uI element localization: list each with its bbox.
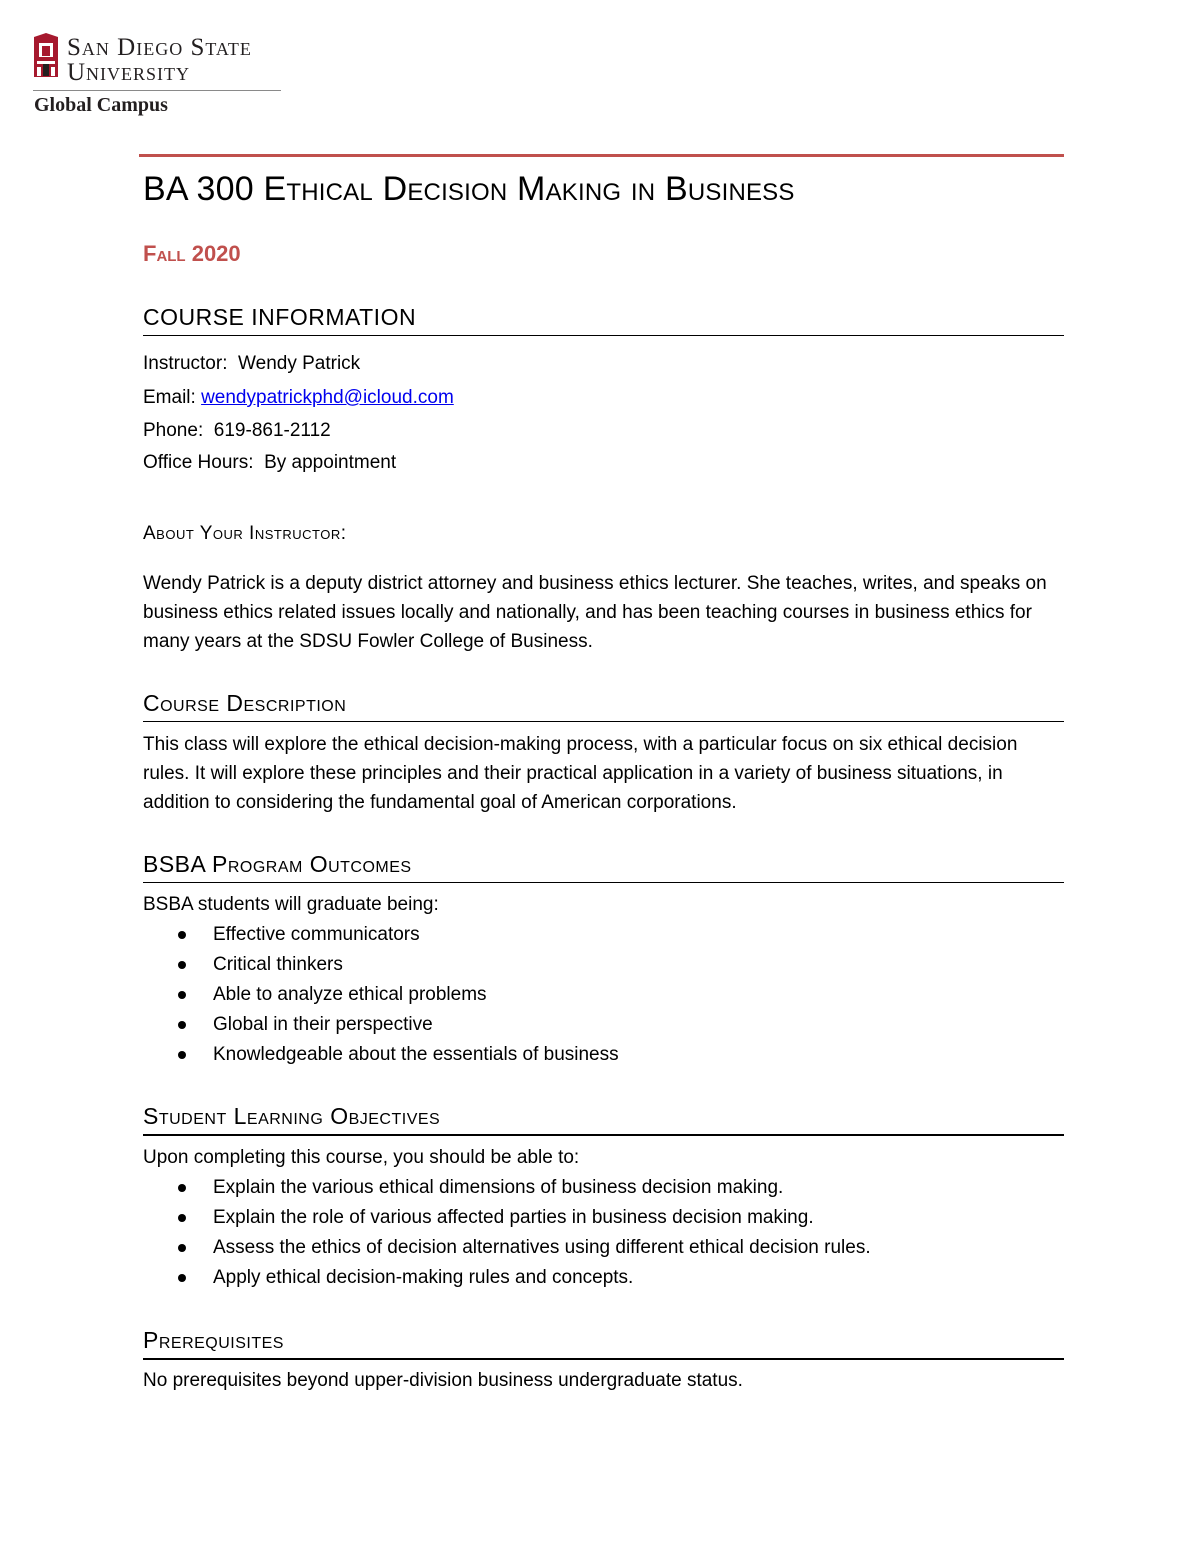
list-item [143, 950, 619, 980]
phone-value: 619-861-2112 [213, 420, 331, 441]
list-item [143, 980, 619, 1010]
list-item [143, 1173, 871, 1203]
course-title: BA 300 Ethical Decision Making in Business [143, 170, 795, 208]
about-instructor-text: Wendy Patrick is a deputy district attorney and business ethics lecturer. She teaches, writes, and speaks on business ethics related issues locally and nationally, and has been teaching courses in business ethics for many years at the SDSU Fowler College of Business. [143, 573, 1047, 652]
section-heading-course-information: COURSE INFORMATION [143, 304, 1064, 336]
learning-objectives-lead: Upon completing this course, you should be able to: [143, 1147, 580, 1168]
program-outcomes-lead: BSBA students will graduate being: [143, 894, 439, 915]
program-outcomes-list [143, 920, 619, 1070]
bullet-icon [178, 1051, 186, 1059]
phone-line [143, 420, 331, 442]
logo-text-line2: University [67, 59, 191, 86]
list-item-text: Global in their perspective [213, 1014, 433, 1035]
list-item-text: Assess the ethics of decision alternatives using different ethical decision rules. [213, 1237, 871, 1258]
instructor-line [143, 353, 360, 375]
bullet-icon [178, 1184, 186, 1192]
list-item-text: Able to analyze ethical problems [213, 984, 487, 1005]
logo-text-line1: San Diego State [67, 34, 252, 61]
logo-divider [33, 90, 281, 91]
list-item-text: Knowledgeable about the essentials of business [213, 1044, 619, 1065]
phone-label: Phone: [143, 420, 204, 441]
bullet-icon [178, 1274, 186, 1282]
bullet-icon [178, 1214, 186, 1222]
university-logo [33, 33, 283, 123]
list-item [143, 1010, 619, 1040]
list-item [143, 1040, 619, 1070]
list-item-text: Explain the role of various affected parties in business decision making. [213, 1207, 814, 1228]
email-line [143, 387, 454, 409]
list-item [143, 920, 619, 950]
bullet-icon [178, 961, 186, 969]
instructor-label: Instructor: [143, 353, 228, 374]
list-item-text: Critical thinkers [213, 954, 343, 975]
title-rule [139, 154, 1064, 157]
bullet-icon [178, 931, 186, 939]
office-hours-label: Office Hours: [143, 452, 254, 473]
course-term: Fall 2020 [143, 241, 241, 266]
course-description-text: This class will explore the ethical decision-making process, with a particular focus on six ethical decision rules. It will explore these principles and their practical application in a variety of business situations, in addition to considering the fundamental goal of American corporations. [143, 734, 1018, 813]
about-instructor-heading: About Your Instructor: [143, 523, 347, 544]
list-item [143, 1263, 871, 1293]
list-item [143, 1203, 871, 1233]
section-heading-prerequisites: Prerequisites [143, 1327, 1064, 1360]
list-item-text: Apply ethical decision-making rules and concepts. [213, 1267, 634, 1288]
section-heading-program-outcomes: BSBA Program Outcomes [143, 851, 1064, 883]
prerequisites-text: No prerequisites beyond upper-division business undergraduate status. [143, 1370, 743, 1391]
list-item-text: Explain the various ethical dimensions of business decision making. [213, 1177, 784, 1198]
section-heading-learning-objectives: Student Learning Objectives [143, 1103, 1064, 1136]
bullet-icon [178, 1021, 186, 1029]
learning-objectives-list [143, 1173, 871, 1293]
instructor-name: Wendy Patrick [238, 353, 361, 374]
office-hours-line [143, 452, 396, 474]
email-link[interactable]: wendypatrickphd@icloud.com [201, 387, 454, 408]
bullet-icon [178, 991, 186, 999]
list-item-text: Effective communicators [213, 924, 420, 945]
office-hours-value: By appointment [264, 452, 397, 473]
email-label: Email: [143, 387, 196, 408]
section-heading-course-description: Course Description [143, 690, 1064, 722]
logo-subtitle: Global Campus [34, 94, 168, 116]
list-item [143, 1233, 871, 1263]
sdsu-seal-icon [33, 33, 59, 79]
bullet-icon [178, 1244, 186, 1252]
